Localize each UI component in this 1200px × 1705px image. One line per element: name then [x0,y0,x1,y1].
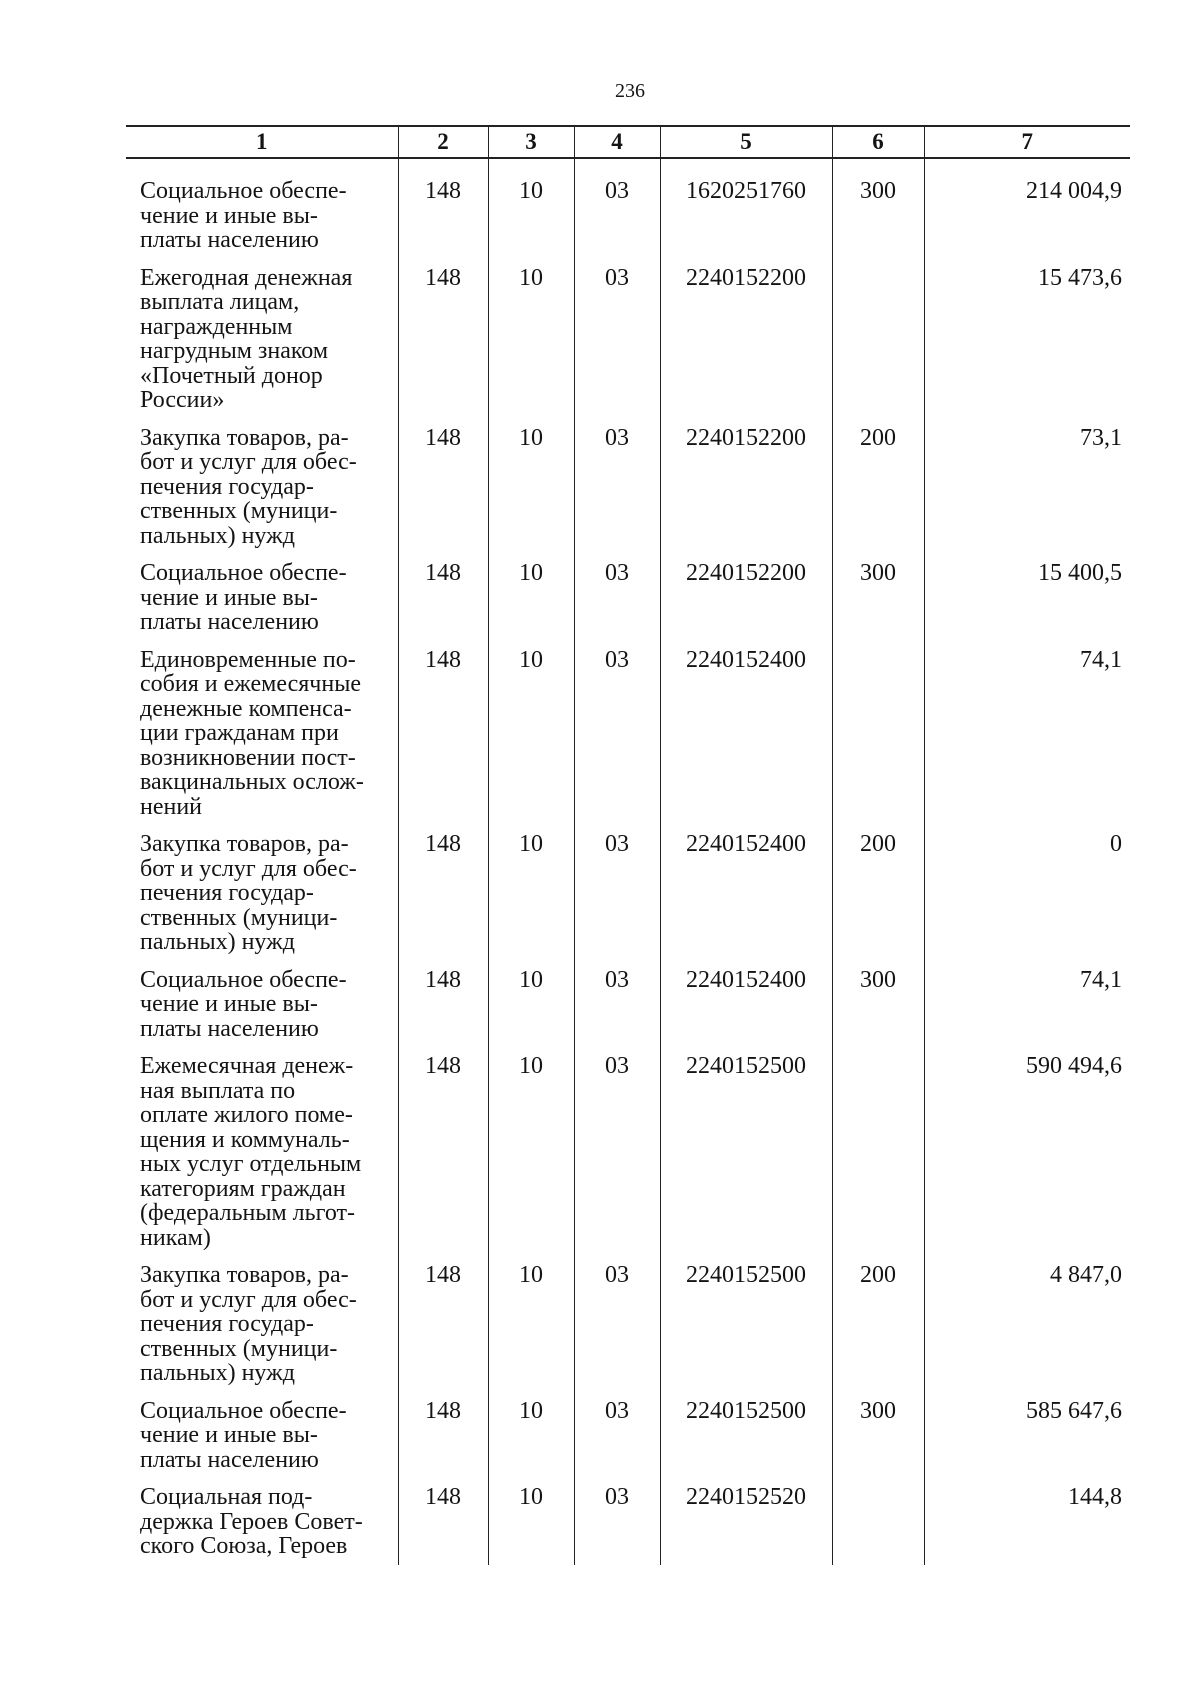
table-row [126,426,1130,562]
cell-col-6: 200 [832,832,924,968]
cell-col-3: 10 [488,179,574,266]
row-name: Социальное обеспе- чение и иные вы- платы населению [140,966,347,1042]
cell-col-3: 10 [488,1263,574,1399]
budget-table [126,125,1130,1565]
cell-col-2: 148 [398,1263,488,1399]
cell-col-2: 148 [398,561,488,648]
cell-col-2: 148 [398,968,488,1055]
header-row [126,126,1130,158]
row-name: Закупка товаров, ра- бот и услуг для обес- печения государ- ственных (муници- пальных) нужд [140,1262,357,1386]
cell-col-7: 0 [924,832,1130,968]
table-body [126,158,1130,1565]
table-row [126,266,1130,426]
table-row [126,1054,1130,1263]
cell-col-2: 148 [398,1399,488,1486]
column-header-2: 2 [398,126,488,158]
cell-col-7: 214 004,9 [924,179,1130,266]
cell-col-7: 585 647,6 [924,1399,1130,1486]
page-number: 236 [615,80,645,102]
cell-col-6: 300 [832,968,924,1055]
cell-col-5: 2240152500 [660,1399,832,1486]
cell-col-6: 200 [832,1263,924,1399]
cell-col-5: 2240152500 [660,1263,832,1399]
cell-col-3: 10 [488,426,574,562]
cell-col-4: 03 [574,832,660,968]
cell-col-7: 15 473,6 [924,266,1130,426]
column-header-3: 3 [488,126,574,158]
column-header-1: 1 [126,126,398,158]
spacer-row [126,158,1130,179]
row-name: Закупка товаров, ра- бот и услуг для обес- печения государ- ственных (муници- пальных) нужд [140,424,357,549]
cell-col-4: 03 [574,179,660,266]
column-header-5: 5 [660,126,832,158]
row-name: Закупка товаров, ра- бот и услуг для обес- печения государ- ственных (муници- пальных) нужд [140,831,357,955]
row-name: Единовременные по- собия и ежемесячные денежные компенса- ции гражданам при возникновении пост- вакцинальных ослож- нений [140,646,364,820]
table-row [126,648,1130,833]
cell-col-3: 10 [488,832,574,968]
cell-col-4: 03 [574,648,660,833]
cell-col-7: 590 494,6 [924,1054,1130,1263]
cell-col-5: 2240152500 [660,1054,832,1263]
column-header-7: 7 [924,126,1130,158]
cell-col-7: 74,1 [924,968,1130,1055]
table-row [126,561,1130,648]
row-name: Ежегодная денежная выплата лицам, награжденным нагрудным знаком «Почетный донор России» [140,264,353,413]
cell-col-3: 10 [488,1399,574,1486]
cell-col-5: 2240152400 [660,648,832,833]
cell-col-3: 10 [488,648,574,833]
cell-col-4: 03 [574,426,660,562]
cell-col-2: 148 [398,179,488,266]
cell-col-3: 10 [488,266,574,426]
cell-col-2: 148 [398,1054,488,1263]
cell-col-3: 10 [488,1054,574,1263]
cell-col-4: 03 [574,1054,660,1263]
cell-col-2: 148 [398,266,488,426]
cell-col-3: 10 [488,561,574,648]
cell-col-4: 03 [574,1399,660,1486]
column-header-4: 4 [574,126,660,158]
table-row [126,1263,1130,1399]
row-name: Социальное обеспе- чение и иные вы- платы населению [140,1397,347,1473]
cell-col-6: 300 [832,1399,924,1486]
cell-col-2: 148 [398,1485,488,1565]
table-row [126,832,1130,968]
row-name: Социальное обеспе- чение и иные вы- платы населению [140,178,347,253]
cell-col-7: 4 847,0 [924,1263,1130,1399]
cell-col-5: 2240152200 [660,561,832,648]
cell-col-6 [832,1054,924,1263]
cell-col-3: 10 [488,1485,574,1565]
cell-col-4: 03 [574,968,660,1055]
column-header-6: 6 [832,126,924,158]
cell-col-5: 1620251760 [660,179,832,266]
row-name: Социальное обеспе- чение и иные вы- платы населению [140,560,347,635]
table-row [126,968,1130,1055]
cell-col-7: 144,8 [924,1485,1130,1565]
cell-col-7: 73,1 [924,426,1130,562]
cell-col-6 [832,266,924,426]
table-row [126,1399,1130,1486]
table-row [126,179,1130,266]
cell-col-5: 2240152200 [660,426,832,562]
cell-col-4: 03 [574,1485,660,1565]
cell-col-4: 03 [574,561,660,648]
table-row [126,1485,1130,1565]
cell-col-7: 74,1 [924,648,1130,833]
cell-col-2: 148 [398,832,488,968]
cell-col-5: 2240152400 [660,832,832,968]
cell-col-6: 300 [832,561,924,648]
row-name: Ежемесячная денеж- ная выплата по оплате жилого поме- щения и коммуналь- ных услуг отдельным категориям граждан (федеральным льгот- никам) [140,1053,362,1251]
cell-col-6: 300 [832,179,924,266]
cell-col-6: 200 [832,426,924,562]
cell-col-4: 03 [574,1263,660,1399]
cell-col-7: 15 400,5 [924,561,1130,648]
cell-col-6 [832,1485,924,1565]
cell-col-2: 148 [398,426,488,562]
cell-col-5: 2240152400 [660,968,832,1055]
row-name: Социальная под- держка Героев Совет- ского Союза, Героев [140,1484,363,1559]
cell-col-2: 148 [398,648,488,833]
cell-col-6 [832,648,924,833]
cell-col-5: 2240152520 [660,1485,832,1565]
cell-col-3: 10 [488,968,574,1055]
cell-col-5: 2240152200 [660,266,832,426]
cell-col-4: 03 [574,266,660,426]
